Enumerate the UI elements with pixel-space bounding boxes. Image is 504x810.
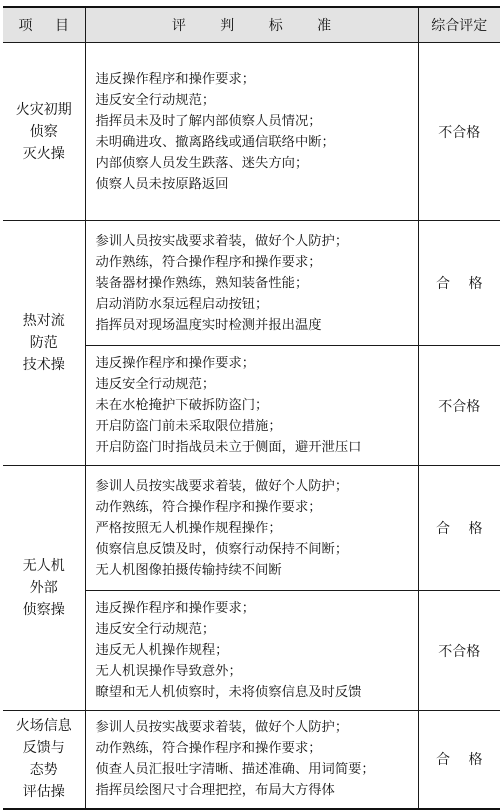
criteria-line: 装备器材操作熟练，熟知装备性能； bbox=[95, 275, 309, 291]
rating-cell: 不合格 bbox=[418, 346, 500, 466]
criteria-line: 违反无人机操作规程； bbox=[95, 643, 229, 658]
criteria-line: 指挥员对现场温度实时检测并报出温度 bbox=[95, 317, 322, 333]
criteria-line: 侦察人员未按原路返回 bbox=[95, 176, 229, 192]
item-name-cell bbox=[3, 466, 85, 711]
table-body bbox=[3, 7, 500, 809]
item-name-line: 反馈与 bbox=[22, 740, 65, 757]
header-item: 项 目 bbox=[3, 7, 85, 43]
criteria-cell bbox=[85, 711, 418, 809]
criteria-line: 开启防盗门前未采取限位措施； bbox=[95, 419, 282, 434]
item-name-line: 灭火操 bbox=[22, 145, 65, 162]
item-name-line: 外部 bbox=[29, 580, 58, 596]
header-rating: 综合评定 bbox=[418, 7, 500, 43]
item-name-cell bbox=[3, 43, 85, 221]
item-name-line: 火场信息 bbox=[15, 718, 72, 735]
criteria-line: 违反安全行动规范； bbox=[95, 92, 216, 108]
table-row bbox=[3, 711, 500, 809]
item-name-line: 评估操 bbox=[22, 784, 65, 801]
criteria-line: 无人机误操作导致意外； bbox=[95, 664, 242, 679]
criteria-line: 违反操作程序和操作要求； bbox=[95, 356, 256, 371]
rating-cell: 合 格 bbox=[418, 221, 500, 346]
criteria-line: 参训人员按实战要求着装，做好个人防护； bbox=[95, 720, 349, 736]
criteria-cell bbox=[85, 43, 418, 221]
header-row bbox=[3, 7, 500, 43]
criteria-line: 动作熟练，符合操作程序和操作要求； bbox=[95, 499, 322, 515]
criteria-line: 动作熟练，符合操作程序和操作要求； bbox=[95, 741, 322, 757]
item-name-line: 技术操 bbox=[22, 357, 65, 373]
item-name-line: 侦察操 bbox=[22, 602, 65, 618]
item-name-line: 无人机 bbox=[22, 558, 65, 574]
item-name-line: 火灾初期 bbox=[15, 101, 72, 118]
criteria-line: 动作熟练，符合操作程序和操作要求； bbox=[95, 254, 322, 270]
criteria-line: 违反安全行动规范； bbox=[95, 622, 216, 637]
item-name-line: 防范 bbox=[29, 335, 58, 351]
item-name-line: 热对流 bbox=[22, 313, 65, 329]
item-name-cell bbox=[3, 711, 85, 809]
criteria-line: 参训人员按实战要求着装，做好个人防护； bbox=[95, 478, 349, 494]
criteria-line: 参训人员按实战要求着装，做好个人防护； bbox=[95, 233, 349, 249]
item-name-cell bbox=[3, 221, 85, 466]
criteria-line: 违反安全行动规范； bbox=[95, 377, 216, 392]
criteria-line: 未明确进攻、撤离路线或通信联络中断； bbox=[95, 134, 335, 150]
criteria-line: 开启防盗门时指战员未立于侧面，避开泄压口 bbox=[95, 440, 362, 455]
criteria-line: 指挥员绘图尺寸合理把控，布局大方得体 bbox=[95, 783, 335, 799]
criteria-line: 未在水枪掩护下破拆防盗门； bbox=[95, 398, 269, 413]
evaluation-table bbox=[3, 6, 500, 810]
criteria-cell bbox=[85, 591, 418, 711]
item-name-line: 侦察 bbox=[29, 123, 58, 140]
rating-cell: 合 格 bbox=[418, 466, 500, 591]
criteria-line: 违反操作程序和操作要求； bbox=[95, 71, 256, 87]
criteria-line: 内部侦察人员发生跌落、迷失方向； bbox=[95, 155, 309, 171]
rating-cell: 不合格 bbox=[418, 43, 500, 221]
criteria-line: 启动消防水泵远程启动按钮； bbox=[95, 296, 269, 312]
table-row bbox=[3, 221, 500, 346]
criteria-line: 严格按照无人机操作规程操作； bbox=[95, 520, 282, 536]
item-name-line: 态势 bbox=[29, 762, 58, 779]
criteria-line: 无人机图像拍摄传输持续不间断 bbox=[95, 562, 282, 578]
header-criteria: 评 判 标 准 bbox=[85, 7, 418, 43]
criteria-line: 瞭望和无人机侦察时，未将侦察信息及时反馈 bbox=[95, 685, 362, 700]
criteria-line: 侦察信息反馈及时，侦察行动保持不间断； bbox=[95, 541, 349, 557]
rating-cell: 合 格 bbox=[418, 711, 500, 809]
table-row bbox=[3, 43, 500, 221]
criteria-line: 指挥员未及时了解内部侦察人员情况； bbox=[95, 113, 322, 129]
criteria-line: 违反操作程序和操作要求； bbox=[95, 601, 256, 616]
criteria-cell bbox=[85, 466, 418, 591]
table-row bbox=[3, 466, 500, 591]
rating-cell: 不合格 bbox=[418, 591, 500, 711]
criteria-line: 侦查人员汇报吐字清晰、描述准确、用词简要； bbox=[95, 762, 375, 778]
criteria-cell bbox=[85, 346, 418, 466]
criteria-cell bbox=[85, 221, 418, 346]
